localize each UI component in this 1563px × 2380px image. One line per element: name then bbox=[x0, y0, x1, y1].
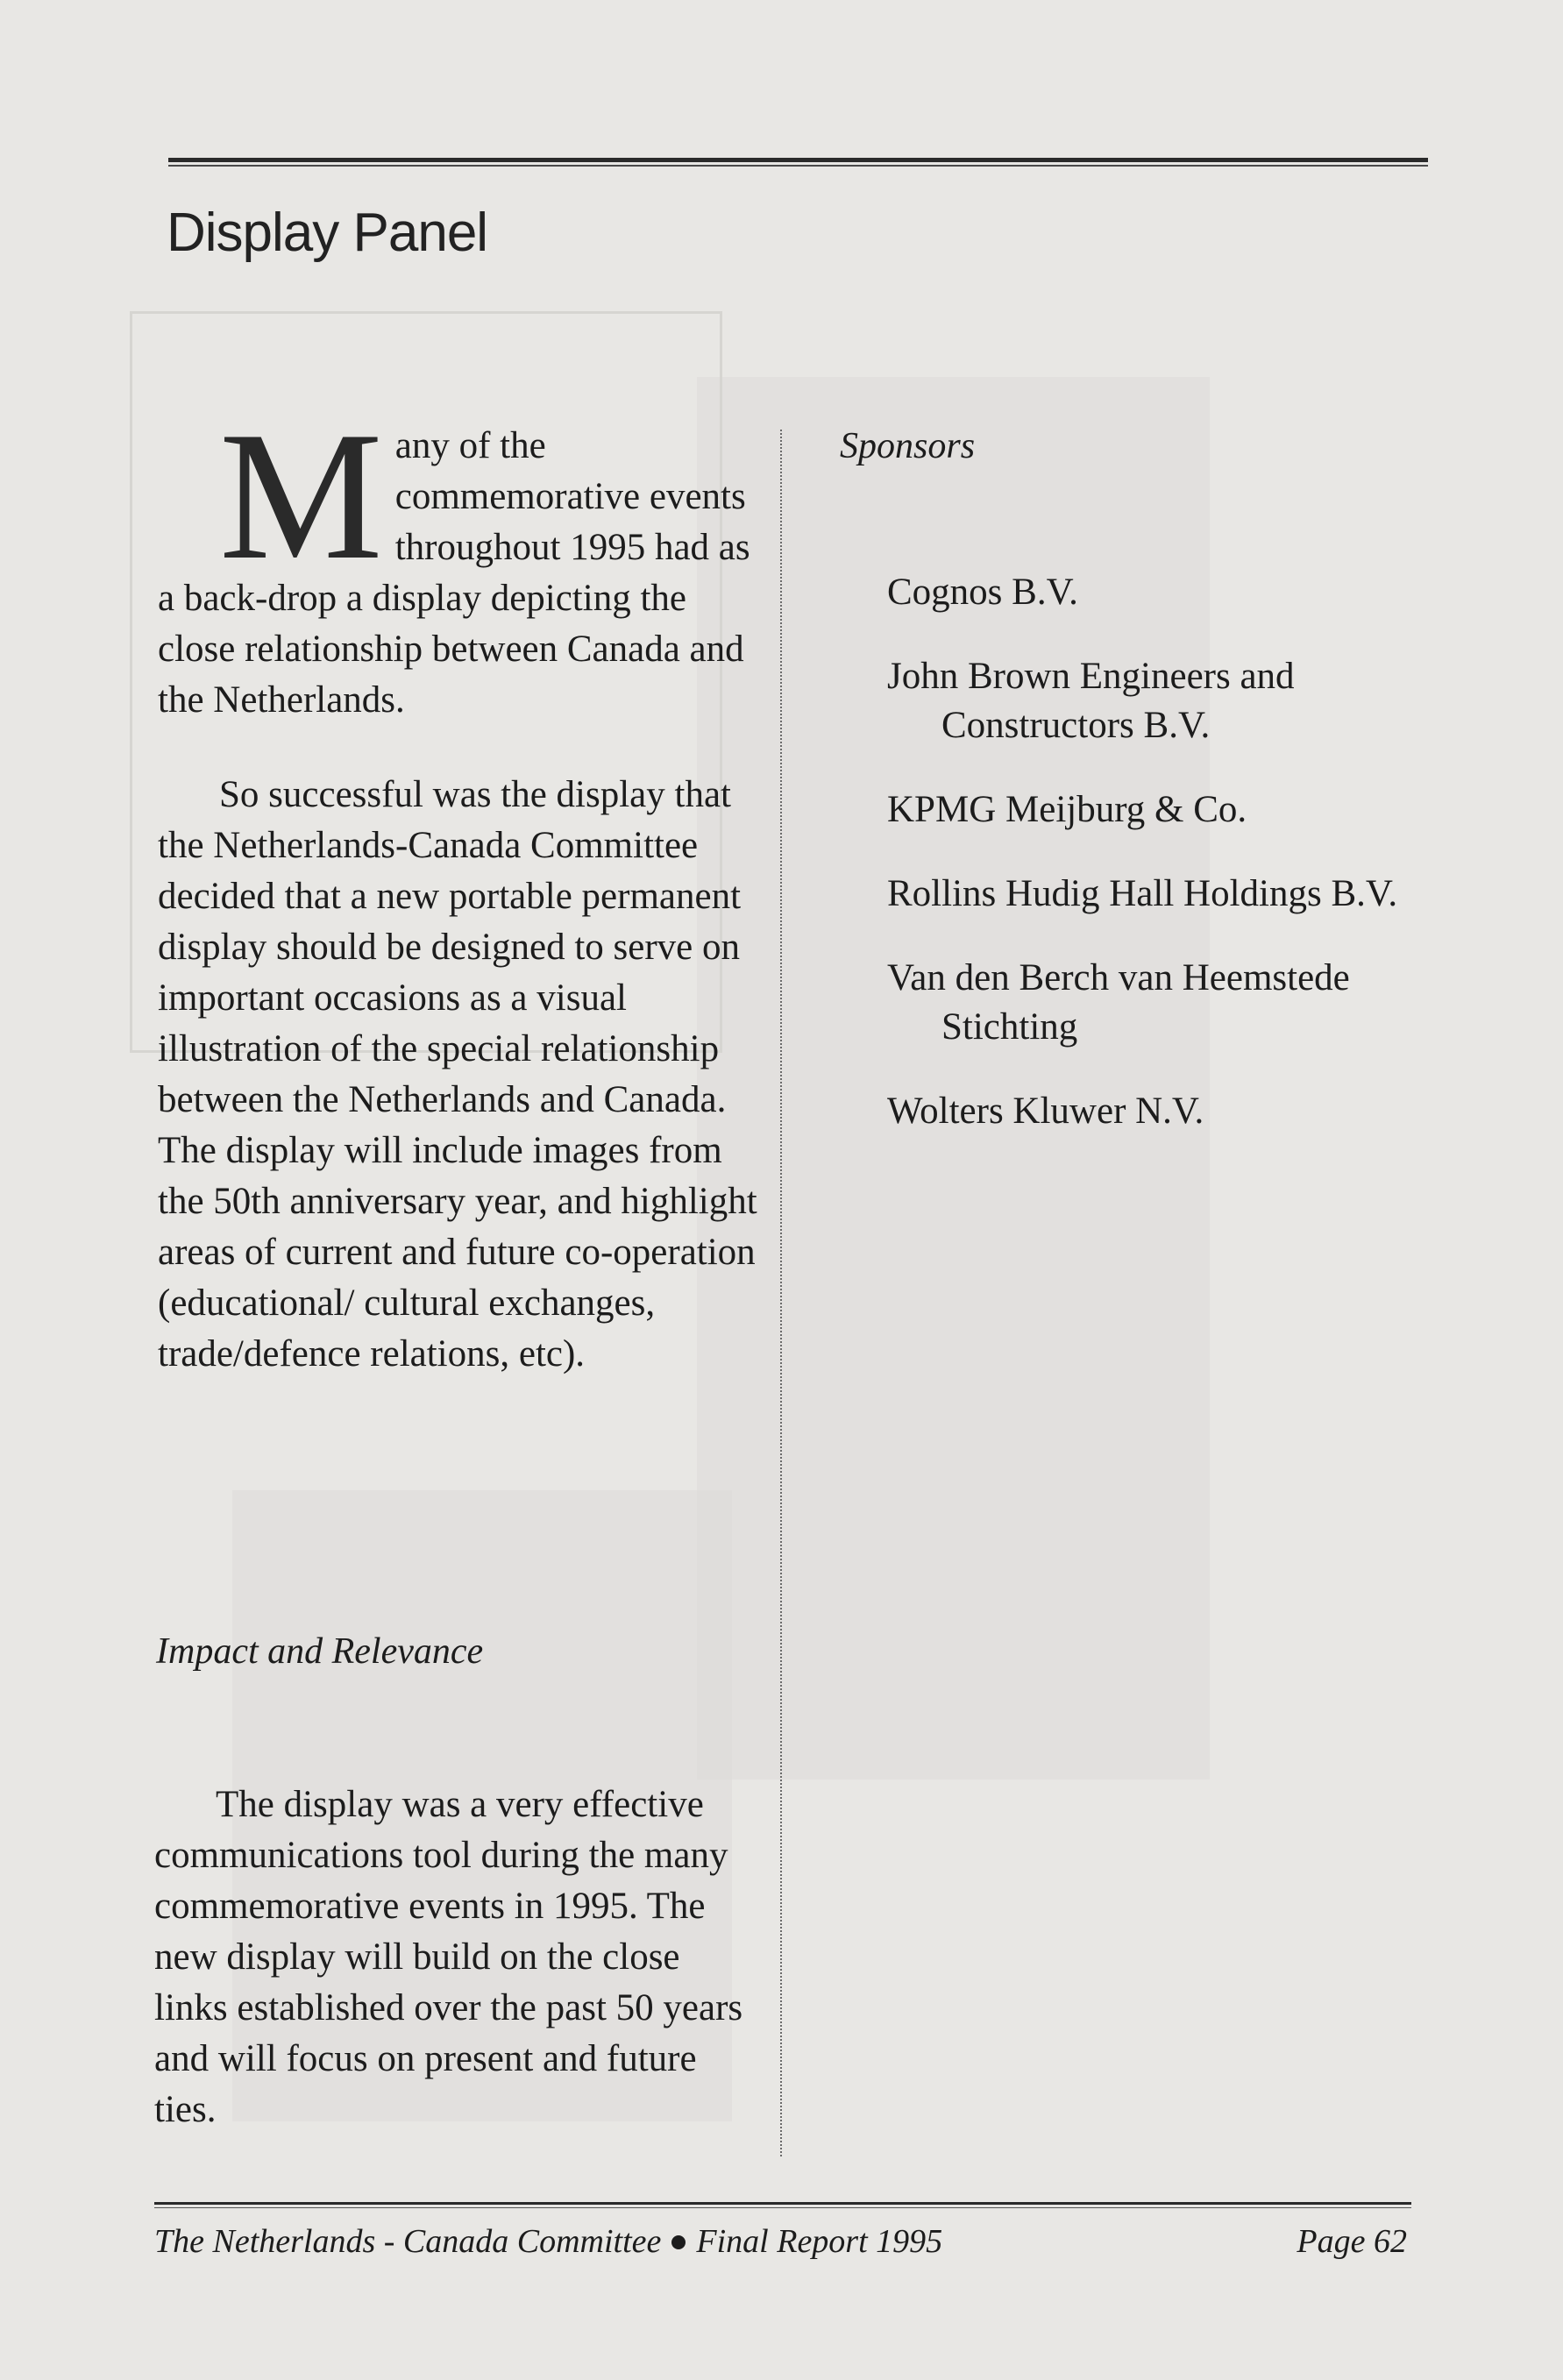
footer-org: The Netherlands - Canada Committee bbox=[154, 2223, 662, 2260]
footer-report: Final Report 1995 bbox=[696, 2223, 943, 2260]
section-title: Display Panel bbox=[167, 202, 488, 263]
sponsor-list bbox=[887, 568, 1457, 1171]
column-divider bbox=[780, 430, 782, 2156]
page-number: Page 62 bbox=[1297, 2223, 1407, 2260]
sponsor-item: KPMG Meijburg & Co. bbox=[887, 789, 1247, 830]
impact-heading: Impact and Relevance bbox=[156, 1631, 484, 1672]
drop-cap: M bbox=[219, 394, 383, 598]
left-column bbox=[158, 394, 763, 1424]
footer-title bbox=[154, 2222, 942, 2261]
impact-paragraph: The display was a very effective communications tool during the many commemorative events in 1995. The new display will build on the close links established over the past 50 years and will focus on present and future ties. bbox=[154, 1784, 743, 2130]
top-rule bbox=[168, 158, 1428, 167]
body-paragraph: So successful was the display that the Netherlands-Canada Committee decided that a new portable permanent display should be designed to serve on important occasions as a visual illustration of the special relationship between the Netherlands and Canada. The display will include images from the 50th anniversary year, and highlight areas of current and future co-operation (educational/ cultural exchanges, trade/defence relations, etc). bbox=[158, 774, 757, 1375]
intro-text: any of the commemorative events throughout 1995 had as a back-drop a display depicting the close relationship between Canada and the Netherlands. bbox=[158, 425, 750, 721]
sponsor-item: Van den Berch van Heemstede Stichting bbox=[887, 957, 1350, 1048]
bullet-icon bbox=[671, 2235, 686, 2249]
sponsor-item: Rollins Hudig Hall Holdings B.V. bbox=[887, 873, 1398, 914]
footer-rule bbox=[154, 2202, 1411, 2208]
intro-paragraph bbox=[158, 394, 763, 726]
sponsor-item: Cognos B.V. bbox=[887, 572, 1078, 613]
sponsors-heading: Sponsors bbox=[840, 426, 976, 466]
sponsor-item: John Brown Engineers and Constructors B.V. bbox=[887, 656, 1295, 746]
impact-column bbox=[154, 1780, 759, 2179]
sponsor-item: Wolters Kluwer N.V. bbox=[887, 1091, 1204, 1132]
